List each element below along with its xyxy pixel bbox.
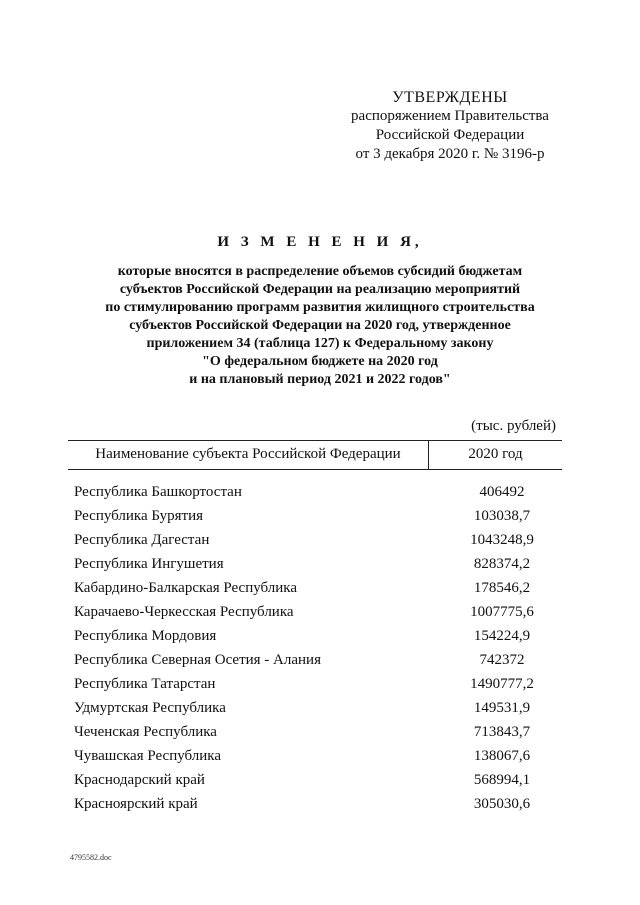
subject-name: Республика Дагестан: [74, 532, 210, 548]
units-label: (тыс. рублей): [471, 418, 556, 434]
subtitle-line: "О федеральном бюджете на 2020 год: [202, 354, 438, 369]
subtitle-line: приложением 34 (таблица 127) к Федеральному закону: [146, 336, 494, 351]
table-row: [74, 697, 562, 721]
table-row: [74, 769, 562, 793]
subject-value: 103038,7: [473, 508, 531, 524]
table-row: [74, 601, 562, 625]
document-file-id: 4795582.doc: [70, 853, 112, 862]
column-header-subject: Наименование субъекта Российской Федерации: [95, 446, 401, 462]
subtitle-line: субъектов Российской Федерации на 2020 год, утвержденное: [129, 318, 511, 333]
subject-name: Республика Бурятия: [74, 508, 204, 524]
subject-name: Чувашская Республика: [74, 748, 222, 764]
subject-value: 178546,2: [473, 580, 531, 596]
approval-block: [330, 88, 570, 164]
subject-name: Чеченская Республика: [74, 724, 217, 740]
approval-heading: УТВЕРЖДЕНЫ: [392, 89, 508, 106]
subtitle-line: по стимулированию программ развития жилищного строительства: [105, 300, 535, 315]
table-header: [68, 440, 562, 470]
subtitle-line: и на плановый период 2021 и 2022 годов": [189, 372, 451, 387]
table-row: [74, 505, 562, 529]
subject-value: 742372: [479, 652, 525, 668]
subject-name: Республика Мордовия: [74, 628, 217, 644]
subject-name: Красноярский край: [74, 796, 198, 812]
subject-name: Карачаево-Черкесская Республика: [74, 604, 294, 620]
subject-value: 568994,1: [473, 772, 531, 788]
table-row: [74, 721, 562, 745]
document-subtitle: [60, 263, 580, 389]
approval-line: распоряжением Правительства: [351, 108, 549, 124]
table-row: [74, 673, 562, 697]
subject-value: 138067,6: [473, 748, 531, 764]
document-title: И З М Е Н Е Н И Я,: [217, 234, 423, 250]
table-body: [74, 481, 562, 817]
subject-value: 1007775,6: [470, 604, 534, 620]
table-row: [74, 577, 562, 601]
subject-value: 406492: [479, 484, 525, 500]
subject-value: 713843,7: [473, 724, 531, 740]
subject-name: Республика Северная Осетия - Алания: [74, 652, 321, 668]
subtitle-line: субъектов Российской Федерации на реализацию мероприятий: [119, 282, 521, 297]
table-row: [74, 649, 562, 673]
subject-name: Кабардино-Балкарская Республика: [74, 580, 298, 596]
approval-line: от 3 декабря 2020 г. № 3196-р: [355, 146, 545, 162]
subject-value: 154224,9: [473, 628, 531, 644]
subject-name: Республика Башкортостан: [74, 484, 242, 500]
subject-name: Краснодарский край: [74, 772, 205, 788]
table-row: [74, 529, 562, 553]
table-row: [74, 553, 562, 577]
subject-value: 305030,6: [473, 796, 531, 812]
table-row: [74, 625, 562, 649]
subject-value: 1490777,2: [470, 676, 534, 692]
subject-name: Республика Татарстан: [74, 676, 216, 692]
subject-name: Республика Ингушетия: [74, 556, 224, 572]
approval-line: Российской Федерации: [375, 127, 525, 143]
column-header-year: 2020 год: [468, 446, 523, 462]
subject-value: 149531,9: [473, 700, 531, 716]
table-row: [74, 481, 562, 505]
subject-name: Удмуртская Республика: [74, 700, 226, 716]
table-row: [74, 793, 562, 817]
subject-value: 1043248,9: [470, 532, 534, 548]
table-row: [74, 745, 562, 769]
subject-value: 828374,2: [473, 556, 531, 572]
subtitle-line: которые вносятся в распределение объемов субсидий бюджетам: [117, 264, 523, 279]
